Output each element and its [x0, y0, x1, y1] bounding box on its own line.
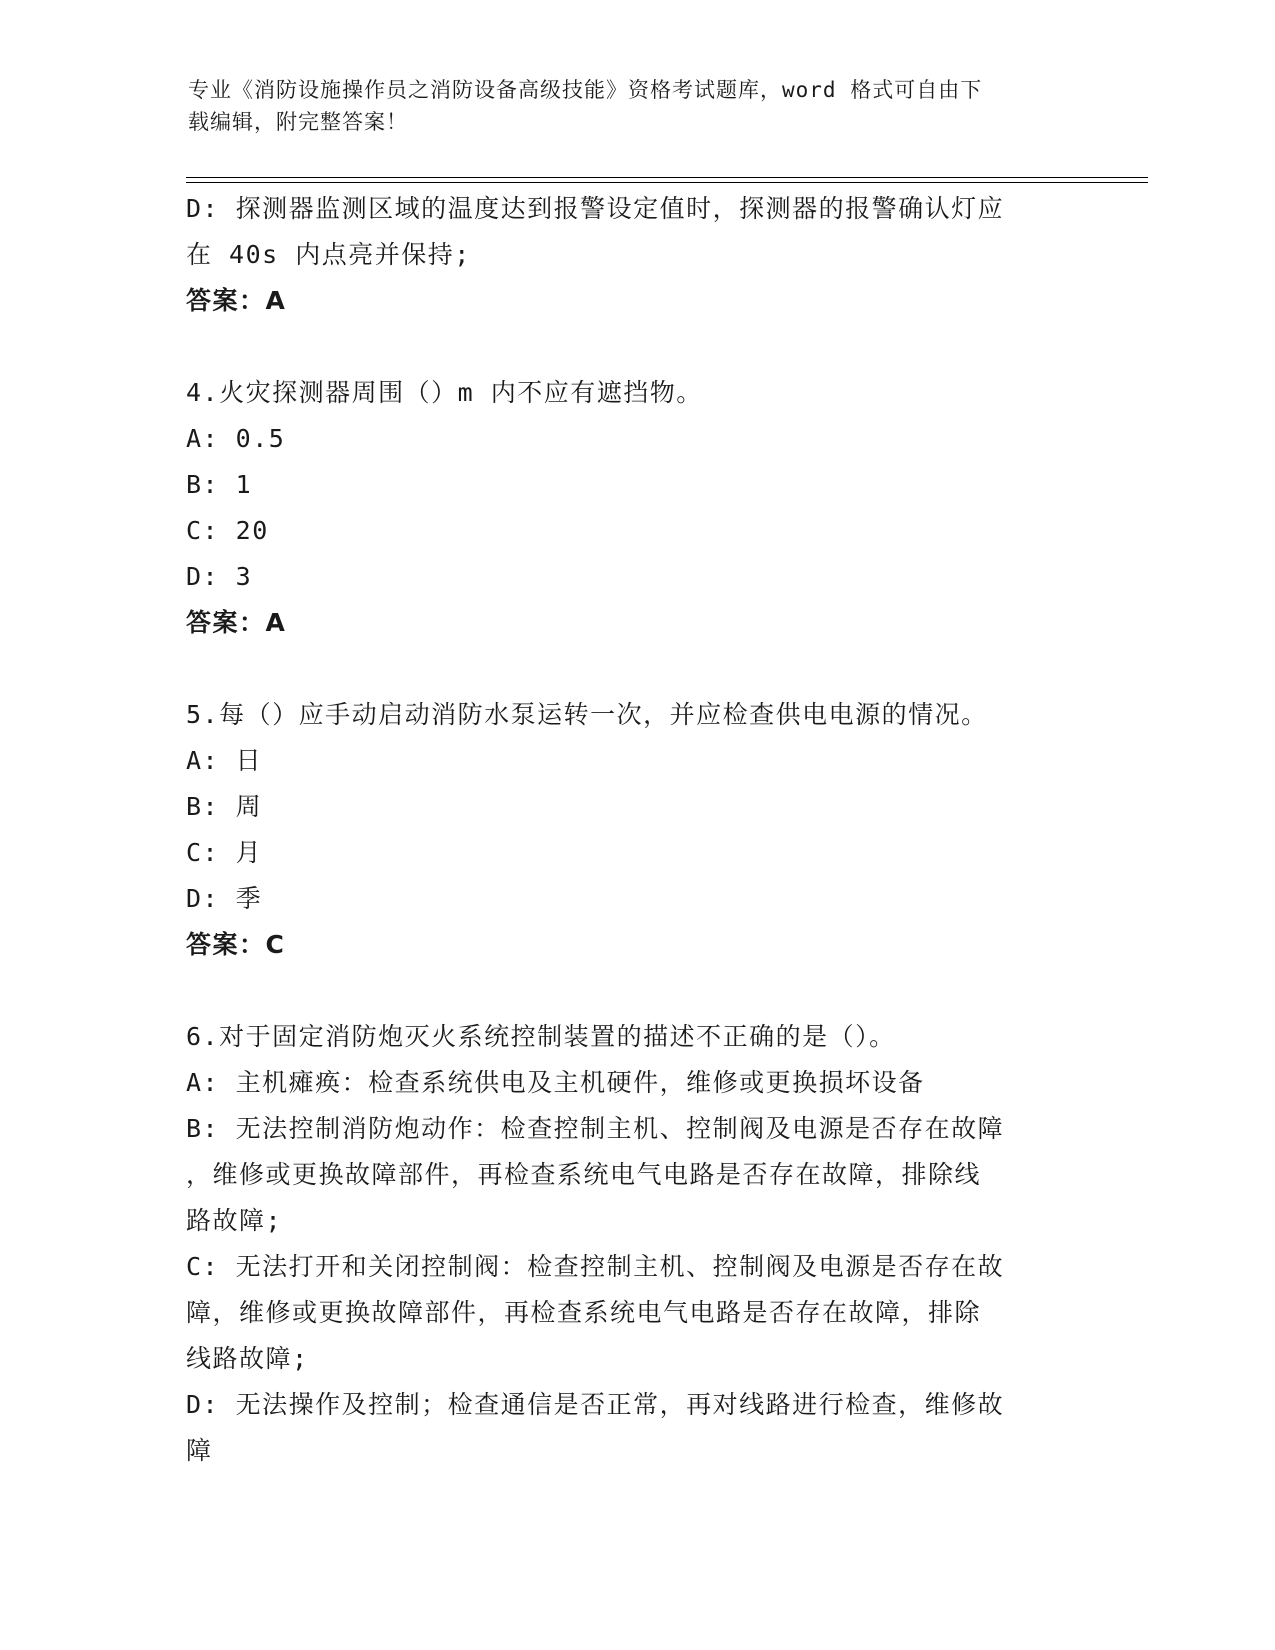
option-d-line-2: 障 — [186, 1436, 213, 1465]
option-b-line-2: ，维修或更换故障部件，再检查系统电气电路是否存在故障，排除线 — [186, 1160, 982, 1189]
header-divider-bottom — [186, 182, 1148, 183]
option-c: C: 月 — [186, 838, 263, 867]
spacer — [186, 968, 1086, 1014]
header-divider-top — [186, 177, 1148, 178]
answer-label: 答案：C — [186, 930, 286, 959]
option-a: A: 主机瘫痪：检查系统供电及主机硬件，维修或更换损坏设备 — [186, 1068, 925, 1097]
question-content — [186, 186, 1086, 1474]
question-4 — [186, 370, 1086, 646]
question-stem: 4.火灾探测器周围（）m 内不应有遮挡物。 — [186, 378, 703, 407]
answer-label: 答案：A — [186, 286, 287, 315]
option-d-line-1: D: 无法操作及控制；检查通信是否正常，再对线路进行检查，维修故 — [186, 1390, 1005, 1419]
option-b: B: 1 — [186, 470, 253, 499]
document-header — [188, 74, 1088, 138]
question-6 — [186, 1014, 1086, 1474]
option-d-line-2: 在 40s 内点亮并保持; — [186, 240, 471, 269]
option-d: D: 3 — [186, 562, 253, 591]
answer-label: 答案：A — [186, 608, 287, 637]
option-b-line-1: B: 无法控制消防炮动作：检查控制主机、控制阀及电源是否存在故障 — [186, 1114, 1005, 1143]
option-c-line-1: C: 无法打开和关闭控制阀：检查控制主机、控制阀及电源是否存在故 — [186, 1252, 1005, 1281]
header-line-1: 专业《消防设施操作员之消防设备高级技能》资格考试题库，word 格式可自由下 — [188, 78, 983, 102]
question-stem: 6.对于固定消防炮灭火系统控制装置的描述不正确的是（）。 — [186, 1022, 896, 1051]
spacer — [186, 646, 1086, 692]
option-a: A: 日 — [186, 746, 263, 775]
question-5 — [186, 692, 1086, 968]
option-d-line-1: D: 探测器监测区域的温度达到报警设定值时，探测器的报警确认灯应 — [186, 194, 1005, 223]
spacer — [186, 324, 1086, 370]
option-d: D: 季 — [186, 884, 263, 913]
previous-question-tail — [186, 186, 1086, 324]
header-line-2: 载编辑，附完整答案！ — [188, 110, 408, 134]
question-stem: 5.每（）应手动启动消防水泵运转一次，并应检查供电电源的情况。 — [186, 700, 988, 729]
option-c-line-2: 障，维修或更换故障部件，再检查系统电气电路是否存在故障，排除 — [186, 1298, 982, 1327]
option-c: C: 20 — [186, 516, 269, 545]
option-b: B: 周 — [186, 792, 263, 821]
option-b-line-3: 路故障; — [186, 1206, 283, 1235]
option-a: A: 0.5 — [186, 424, 286, 453]
option-c-line-3: 线路故障; — [186, 1344, 309, 1373]
